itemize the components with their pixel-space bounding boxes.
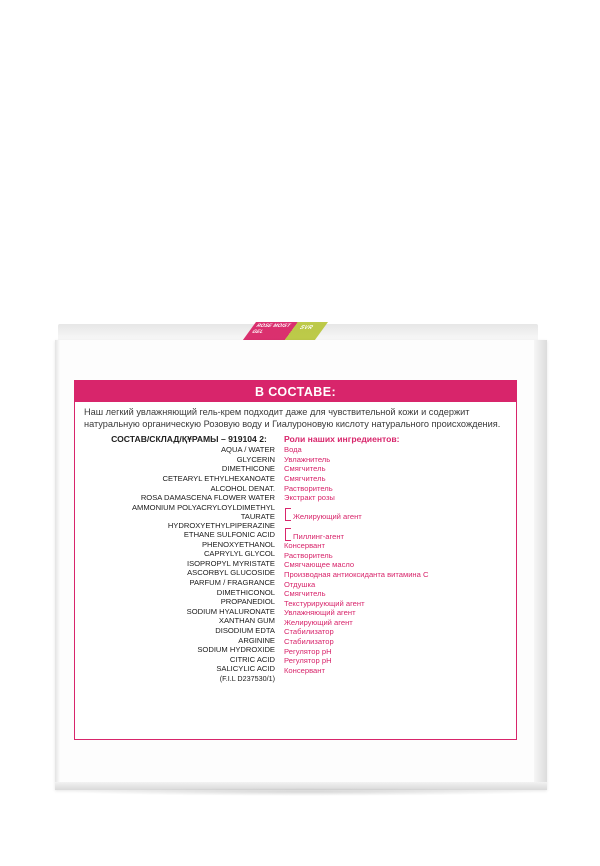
ingredients-column-header: СОСТАВ/СКЛАД/ҚҰРАМЫ – 919104 2:: [111, 434, 267, 445]
ingredient-row: AMMONIUM POLYACRYLOYLDIMETHYL: [131, 502, 275, 512]
ingredient-row: ARGININE: [238, 635, 275, 645]
box-top-brand-text: SVR: [297, 325, 315, 331]
role-row: Консервант: [284, 665, 325, 675]
box-top-logo-text: ROSE MOIST GEL: [250, 323, 293, 335]
ingredient-row: SALICYLIC ACID: [216, 664, 275, 674]
ingredient-row: PARFUM / FRAGRANCE: [189, 577, 275, 587]
ingredient-row: ASCORBYL GLUCOSIDE: [187, 568, 275, 578]
ingredient-row: GLYCERIN: [236, 454, 275, 464]
role-row: Смягчитель: [284, 464, 326, 474]
role-row: Отдушка: [284, 579, 316, 589]
role-row: Желирующий агент: [284, 617, 353, 627]
role-row: Производная антиоксиданта витамина С: [284, 569, 429, 579]
role-row: Растворитель: [284, 550, 333, 560]
role-row: Стабилизатор: [284, 637, 334, 647]
ingredient-row: ETHANE SULFONIC ACID: [183, 530, 275, 540]
ingredient-row: PHENOXYETHANOL: [201, 539, 275, 549]
ingredient-row: TAURATE: [240, 511, 275, 521]
roles-column: [280, 434, 516, 683]
ingredients-column: [75, 434, 280, 683]
ingredients-panel: [74, 380, 517, 740]
role-row-grouped-peeling: Пиллинг-агент: [284, 532, 516, 542]
role-row-grouped-gelling: Желирующий агент: [284, 512, 516, 522]
ingredient-row: HYDROXYETHYLPIPERAZINE: [167, 521, 275, 531]
ingredient-row: SODIUM HYALURONATE: [186, 606, 275, 616]
role-row: Стабилизатор: [284, 627, 334, 637]
formula-code: (F.I.L D237530/1): [219, 673, 275, 683]
role-row: Растворитель: [284, 483, 333, 493]
ingredient-row: PROPANEDIOL: [220, 597, 275, 607]
box-left-edge: [55, 340, 60, 790]
role-row: Смягчающее масло: [284, 560, 355, 570]
role-row: Увлажняющий агент: [284, 608, 356, 618]
ingredient-row: ISOPROPYL MYRISTATE: [186, 558, 275, 568]
ingredient-row: AQUA / WATER: [220, 445, 275, 455]
role-row: Смягчитель: [284, 589, 326, 599]
ingredient-row: XANTHAN GUM: [218, 616, 275, 626]
role-row-empty: [284, 503, 516, 513]
role-row-empty: [284, 522, 516, 532]
role-row: Текстурирующий агент: [284, 598, 365, 608]
role-row: Регулятор pH: [284, 656, 332, 666]
ingredient-row: DISODIUM EDTA: [215, 625, 275, 635]
role-row: Увлажнитель: [284, 454, 331, 464]
ingredient-row: CAPRYLYL GLYCOL: [203, 549, 275, 559]
ingredient-row: CITRIC ACID: [229, 654, 275, 664]
role-row: Экстракт розы: [284, 493, 335, 503]
ingredient-row: CETEARYL ETHYLHEXANOATE: [162, 473, 275, 483]
box-right-edge: [534, 340, 547, 790]
panel-title: В СОСТАВЕ:: [75, 381, 516, 402]
role-row: Вода: [284, 445, 302, 455]
ingredient-row: SODIUM HYDROXIDE: [197, 645, 275, 655]
ingredient-row: DIMETHICONE: [221, 464, 275, 474]
role-row: Смягчитель: [284, 473, 326, 483]
role-row: Консервант: [284, 541, 325, 551]
ingredient-row: ALCOHOL DENAT.: [210, 483, 275, 493]
roles-column-header: Роли наших ингредиентов:: [284, 434, 400, 445]
box-floor-shadow: [70, 788, 540, 796]
panel-intro-text: Наш легкий увлажняющий гель-крем подходит даже для чувствительной кожи и содержит натуральную органическую Розовую воду и Гиалуроновую кислоту натурального происхождения.: [84, 407, 501, 429]
ingredients-table: [75, 432, 516, 683]
role-row: Регулятор pH: [284, 646, 332, 656]
ingredient-row: ROSA DAMASCENA FLOWER WATER: [140, 493, 275, 503]
ingredient-row: DIMETHICONOL: [216, 587, 275, 597]
